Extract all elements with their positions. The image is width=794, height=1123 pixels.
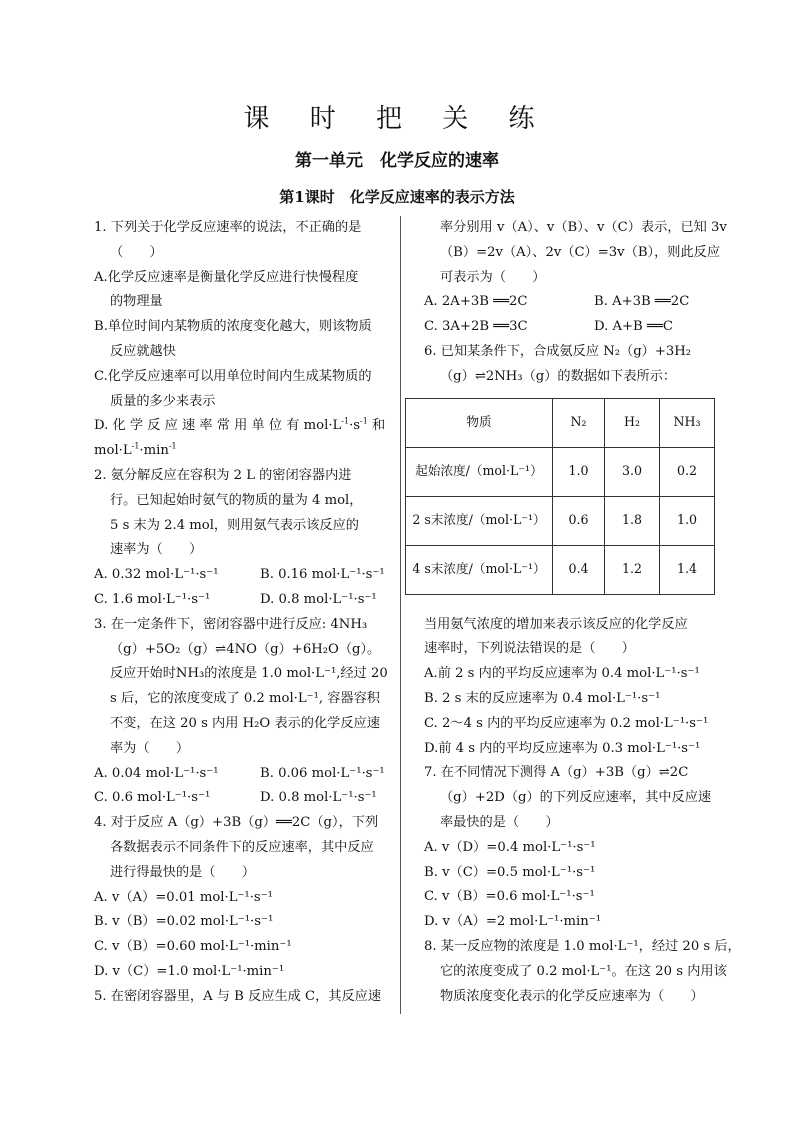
table-header-cell: H₂	[605, 398, 660, 447]
exp: -1	[168, 441, 177, 451]
option-b[interactable]: B. v（B）=0.02 mol·L⁻¹·s⁻¹	[94, 914, 274, 930]
question-2-stem-cont: 速率为（ ）	[110, 542, 203, 558]
table-header-row	[406, 398, 715, 447]
table-cell: 3.0	[605, 447, 660, 496]
option-a[interactable]: A. v（A）=0.01 mol·L⁻¹·s⁻¹	[94, 889, 273, 905]
option-a[interactable]: A.前 2 s 内的平均反应速率为 0.4 mol·L⁻¹·s⁻¹	[424, 666, 700, 682]
question-2-stem: 2. 氨分解反应在容积为 2 L 的密闭容器内进	[94, 467, 352, 483]
options-row	[94, 786, 394, 811]
data-table	[405, 398, 715, 595]
question-3-stem-cont: 不变，在这 20 s 内用 H₂O 表示的化学反应速	[110, 715, 380, 731]
option-d[interactable]: D. 0.8 mol·L⁻¹·s⁻¹	[260, 790, 377, 806]
question-7	[424, 761, 720, 935]
lesson-title: 第1课时 化学反应速率的表示方法	[279, 188, 515, 206]
option-a[interactable]: A. 0.32 mol·L⁻¹·s⁻¹	[94, 567, 219, 583]
table-header-cell: N₂	[553, 398, 605, 447]
question-4	[94, 811, 394, 985]
question-5-stem-cont: （B）=2v（A）、2v（C）=3v（B），则此反应	[440, 244, 721, 260]
question-2	[94, 464, 394, 613]
question-6-stem-cont: 速率时，下列说法错误的是（ ）	[424, 641, 635, 657]
table-cell: 1.8	[605, 496, 660, 545]
option-d[interactable]: D. v（A）=2 mol·L⁻¹·min⁻¹	[424, 914, 601, 930]
question-6	[412, 340, 720, 761]
option-a[interactable]: A. 2A+3B ══2C	[424, 294, 528, 310]
question-5	[424, 216, 727, 340]
table-cell: 1.4	[660, 545, 715, 594]
question-8-stem: 8. 某一反应物的浓度是 1.0 mol·L⁻¹，经过 20 s 后，	[424, 938, 741, 954]
option-d-text: D. 化 学 反 应 速 率 常 用 单 位 有 mol·L	[94, 418, 342, 434]
question-7-stem-cont: 率最快的是（ ）	[440, 814, 559, 830]
question-4-stem-cont: 进行得最快的是（ ）	[110, 864, 256, 880]
table-header-cell: 物质	[406, 398, 553, 447]
option-b[interactable]: B. 0.06 mol·L⁻¹·s⁻¹	[260, 765, 385, 781]
option-a-cont: 的物理量	[110, 294, 163, 310]
question-5-stem-cont: 可表示为（ ）	[440, 269, 546, 285]
option-b[interactable]: B.单位时间内某物质的浓度变化越大，则该物质	[94, 319, 372, 335]
options-row	[94, 588, 394, 613]
option-b-cont: 反应就越快	[110, 343, 176, 359]
option-c[interactable]: C. 0.6 mol·L⁻¹·s⁻¹	[94, 790, 211, 806]
column-divider	[400, 216, 401, 1014]
table-cell: 4 s末浓度/（mol·L⁻¹）	[406, 545, 553, 594]
table-cell: 0.6	[553, 496, 605, 545]
option-b[interactable]: B. 2 s 末的反应速率为 0.4 mol·L⁻¹·s⁻¹	[424, 690, 661, 706]
options-row	[94, 563, 394, 588]
option-c[interactable]: C. v（B）=0.6 mol·L⁻¹·s⁻¹	[424, 889, 595, 905]
options-row	[424, 290, 720, 315]
conj: 和	[367, 418, 386, 434]
option-c-cont: 质量的多少来表示	[110, 393, 216, 409]
question-7-stem: 7. 在不同情况下测得 A（g）+3B（g）⇌2C	[424, 765, 689, 781]
options-row	[424, 315, 720, 340]
table-cell: 0.2	[660, 447, 715, 496]
table-cell: 1.2	[605, 545, 660, 594]
question-1-stem: 1. 下列关于化学反应速率的说法，不正确的是	[94, 220, 362, 235]
table-cell: 2 s末浓度/（mol·L⁻¹）	[406, 496, 553, 545]
question-5-stem: 5. 在密闭容器里，A 与 B 反应生成 C，其反应速	[94, 988, 382, 1004]
page-title: 课 时 把 关 练	[243, 104, 551, 134]
table-cell: 1.0	[660, 496, 715, 545]
question-8	[424, 935, 741, 1009]
unit-part: ·min	[139, 443, 169, 459]
question-4-stem-cont: 各数据表示不同条件下的反应速率，其中反应	[110, 839, 374, 855]
table-row	[406, 447, 715, 496]
option-d[interactable]: D.前 4 s 内的平均反应速率为 0.3 mol·L⁻¹·s⁻¹	[424, 740, 701, 756]
question-8-stem-cont: 它的浓度变成了 0.2 mol·L⁻¹。在这 20 s 内用该	[440, 963, 727, 979]
question-6-stem-cont: （g）⇌2NH₃（g）的数据如下表所示：	[440, 368, 677, 384]
option-c[interactable]: C. 3A+2B ══3C	[424, 319, 528, 335]
question-7-stem-cont: （g）+2D（g）的下列反应速率，其中反应速	[440, 790, 712, 806]
option-b[interactable]: B. A+3B ══2C	[594, 294, 690, 310]
exp: -1	[341, 416, 350, 426]
option-d[interactable]	[94, 414, 394, 439]
option-b[interactable]: B. v（C）=0.5 mol·L⁻¹·s⁻¹	[424, 864, 596, 880]
question-3-stem: 3. 在一定条件下，密闭容器中进行反应: 4NH₃	[94, 616, 368, 632]
question-1	[94, 216, 394, 464]
question-2-stem-cont: 行。已知起始时氨气的物质的量为 4 mol，	[110, 492, 363, 508]
question-3-stem-cont: s 后，它的浓度变成了 0.2 mol·L⁻¹, 容器容积	[110, 691, 380, 707]
option-b[interactable]: B. 0.16 mol·L⁻¹·s⁻¹	[260, 567, 385, 583]
option-d-cont	[94, 439, 394, 464]
table-row	[406, 496, 715, 545]
unit-part: ·s	[349, 418, 361, 434]
exp: -1	[131, 441, 140, 451]
option-a[interactable]: A.化学反应速率是衡量化学反应进行快慢程度	[94, 269, 359, 285]
question-2-stem-cont: 5 s 末为 2.4 mol，则用氨气表示该反应的	[110, 517, 359, 533]
question-4-stem: 4. 对于反应 A（g）+3B（g）══2C（g），下列	[94, 815, 379, 831]
question-3	[94, 613, 394, 811]
left-column	[94, 216, 394, 1010]
option-a[interactable]: A. v（D）=0.4 mol·L⁻¹·s⁻¹	[424, 839, 596, 855]
question-3-stem-cont: 率为（ ）	[110, 740, 190, 756]
question-3-stem-cont: （g）+5O₂（g）⇌4NO（g）+6H₂O（g）。	[110, 641, 381, 657]
table-cell: 1.0	[553, 447, 605, 496]
exp: -1	[360, 416, 368, 426]
options-row	[94, 762, 394, 787]
table-row	[406, 545, 715, 594]
question-3-stem-cont: 反应开始时NH₃的浓度是 1.0 mol·L⁻¹,经过 20	[110, 666, 388, 682]
option-a[interactable]: A. 0.04 mol·L⁻¹·s⁻¹	[94, 765, 219, 781]
option-d[interactable]: D. 0.8 mol·L⁻¹·s⁻¹	[260, 591, 377, 607]
option-d[interactable]: D. v（C）=1.0 mol·L⁻¹·min⁻¹	[94, 963, 285, 979]
option-c[interactable]: C. 2～4 s 内的平均反应速率为 0.2 mol·L⁻¹·s⁻¹	[424, 715, 709, 731]
unit-title: 第一单元 化学反应的速率	[295, 151, 499, 171]
option-c[interactable]: C. 1.6 mol·L⁻¹·s⁻¹	[94, 591, 211, 607]
option-c[interactable]: C.化学反应速率可以用单位时间内生成某物质的	[94, 368, 372, 384]
question-5-stem-cont: 率分别用 v（A）、v（B）、v（C）表示，已知 3v	[440, 220, 727, 235]
table-header-cell: NH₃	[660, 398, 715, 447]
question-6-stem-cont: 当用氨气浓度的增加来表示该反应的化学反应	[424, 616, 688, 632]
right-column	[412, 216, 741, 1009]
option-c[interactable]: C. v（B）=0.60 mol·L⁻¹·min⁻¹	[94, 939, 292, 955]
question-8-stem-cont: 物质浓度变化表示的化学反应速率为（ ）	[440, 988, 704, 1004]
option-d[interactable]: D. A+B ══C	[594, 319, 673, 335]
table-cell: 起始浓度/（mol·L⁻¹）	[406, 447, 553, 496]
question-6-stem: 6. 已知某条件下，合成氨反应 N₂（g）+3H₂	[424, 343, 692, 359]
unit-part: mol·L	[94, 443, 132, 459]
table-cell: 0.4	[553, 545, 605, 594]
question-1-blank: （ ）	[110, 244, 163, 260]
